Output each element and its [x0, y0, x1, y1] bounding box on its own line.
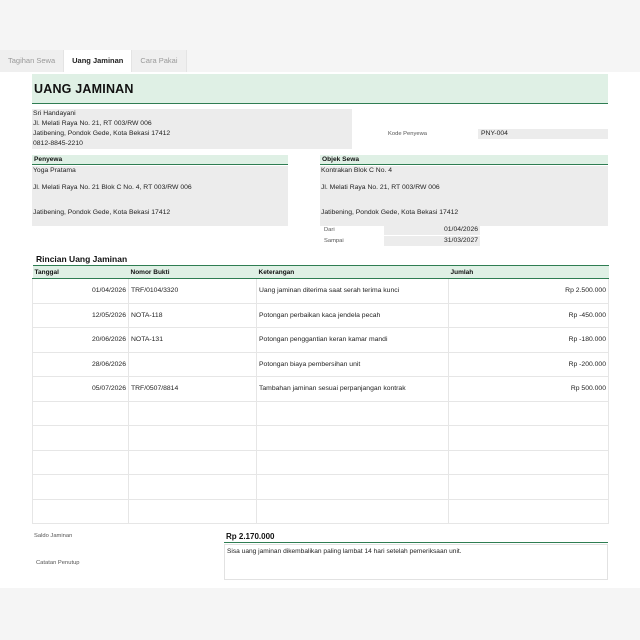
cell-nomor-bukti[interactable]: [129, 499, 257, 524]
cell-jumlah[interactable]: [449, 426, 609, 451]
period-dari-label: Dari: [324, 227, 335, 233]
tab-tagihan-sewa[interactable]: Tagihan Sewa: [0, 50, 64, 72]
cell-keterangan[interactable]: [257, 426, 449, 451]
catatan-penutup-field[interactable]: Sisa uang jaminan dikembalikan paling lambat 14 hari setelah pemeriksaan unit.: [224, 544, 608, 580]
cell-jumlah[interactable]: [449, 401, 609, 426]
period-sampai-label: Sampai: [324, 238, 344, 244]
cell-keterangan[interactable]: [257, 475, 449, 500]
owner-address-line2[interactable]: Jatibening, Pondok Gede, Kota Bekasi 17412: [33, 130, 171, 137]
catatan-penutup-label: Catatan Penutup: [36, 560, 80, 566]
cell-nomor-bukti[interactable]: NOTA-118: [129, 303, 257, 328]
cell-keterangan[interactable]: [257, 401, 449, 426]
cell-keterangan[interactable]: Potongan perbaikan kaca jendela pecah: [257, 303, 449, 328]
rincian-table: [32, 265, 609, 524]
cell-keterangan[interactable]: Tambahan jaminan sesuai perpanjangan kontrak: [257, 377, 449, 402]
period-sampai-value[interactable]: 31/03/2027: [444, 237, 479, 244]
penyewa-address-line2[interactable]: Jatibening, Pondok Gede, Kota Bekasi 17412: [33, 209, 171, 216]
saldo-jaminan-label: Saldo Jaminan: [34, 533, 73, 539]
objek-sewa-address-line1[interactable]: Jl. Melati Raya No. 21, RT 003/RW 006: [321, 184, 440, 191]
cell-tanggal[interactable]: [33, 475, 129, 500]
cell-tanggal[interactable]: [33, 426, 129, 451]
kode-penyewa-value[interactable]: PNY-004: [481, 130, 508, 137]
cell-nomor-bukti[interactable]: [129, 475, 257, 500]
cell-nomor-bukti[interactable]: TRF/0507/8814: [129, 377, 257, 402]
cell-nomor-bukti[interactable]: [129, 426, 257, 451]
cell-keterangan[interactable]: Potongan penggantian keran kamar mandi: [257, 328, 449, 353]
table-row: [33, 377, 609, 402]
cell-keterangan[interactable]: Uang jaminan diterima saat serah terima kunci: [257, 279, 449, 304]
penyewa-heading: Penyewa: [32, 155, 288, 165]
cell-jumlah[interactable]: Rp -450.000: [449, 303, 609, 328]
cell-keterangan[interactable]: [257, 450, 449, 475]
owner-name[interactable]: Sri Handayani: [33, 110, 76, 117]
objek-sewa-address-line2[interactable]: Jatibening, Pondok Gede, Kota Bekasi 17412: [321, 209, 459, 216]
saldo-jaminan-value[interactable]: Rp 2.170.000: [224, 530, 608, 543]
cell-tanggal[interactable]: 05/07/2026: [33, 377, 129, 402]
objek-sewa-name[interactable]: Kontrakan Blok C No. 4: [321, 167, 393, 174]
table-row: [33, 426, 609, 451]
page-title[interactable]: UANG JAMINAN: [34, 82, 134, 96]
col-header-nomor-bukti: Nomor Bukti: [129, 266, 257, 279]
title-bar: [32, 74, 608, 104]
cell-tanggal[interactable]: [33, 499, 129, 524]
table-row: [33, 450, 609, 475]
tab-uang-jaminan[interactable]: Uang Jaminan: [64, 50, 132, 72]
cell-nomor-bukti[interactable]: TRF/0104/3320: [129, 279, 257, 304]
objek-sewa-heading: Objek Sewa: [320, 155, 608, 165]
table-row: [33, 475, 609, 500]
cell-tanggal[interactable]: [33, 450, 129, 475]
cell-jumlah[interactable]: Rp -180.000: [449, 328, 609, 353]
cell-nomor-bukti[interactable]: [129, 450, 257, 475]
owner-phone[interactable]: 0812-8845-2210: [33, 140, 83, 147]
cell-jumlah[interactable]: Rp 500.000: [449, 377, 609, 402]
table-row: [33, 303, 609, 328]
tab-cara-pakai[interactable]: Cara Pakai: [132, 50, 186, 72]
cell-nomor-bukti[interactable]: NOTA-131: [129, 328, 257, 353]
col-header-jumlah: Jumlah: [449, 266, 609, 279]
table-row: [33, 279, 609, 304]
table-row: [33, 401, 609, 426]
cell-nomor-bukti[interactable]: [129, 401, 257, 426]
col-header-tanggal: Tanggal: [33, 266, 129, 279]
table-row: [33, 499, 609, 524]
table-row: [33, 328, 609, 353]
cell-tanggal[interactable]: 20/06/2026: [33, 328, 129, 353]
sheet-tabs: [0, 50, 640, 72]
cell-jumlah[interactable]: [449, 475, 609, 500]
cell-jumlah[interactable]: [449, 499, 609, 524]
cell-tanggal[interactable]: 01/04/2026: [33, 279, 129, 304]
penyewa-name[interactable]: Yoga Pratama: [33, 167, 76, 174]
cell-keterangan[interactable]: [257, 499, 449, 524]
cell-keterangan[interactable]: Potongan biaya pembersihan unit: [257, 352, 449, 377]
table-header-row: [33, 266, 609, 279]
cell-nomor-bukti[interactable]: [129, 352, 257, 377]
kode-penyewa-label: Kode Penyewa: [388, 131, 427, 137]
col-header-keterangan: Keterangan: [257, 266, 449, 279]
rincian-title: Rincian Uang Jaminan: [36, 254, 128, 264]
spreadsheet-sheet: [0, 72, 640, 588]
period-dari-value[interactable]: 01/04/2026: [444, 226, 479, 233]
owner-address-line1[interactable]: Jl. Melati Raya No. 21, RT 003/RW 006: [33, 120, 152, 127]
cell-tanggal[interactable]: [33, 401, 129, 426]
cell-tanggal[interactable]: 12/05/2026: [33, 303, 129, 328]
cell-jumlah[interactable]: Rp -200.000: [449, 352, 609, 377]
cell-jumlah[interactable]: Rp 2.500.000: [449, 279, 609, 304]
penyewa-block: [32, 166, 288, 226]
objek-sewa-block: [320, 166, 608, 226]
cell-jumlah[interactable]: [449, 450, 609, 475]
cell-tanggal[interactable]: 28/06/2026: [33, 352, 129, 377]
penyewa-address-line1[interactable]: Jl. Melati Raya No. 21 Blok C No. 4, RT 003/RW 006: [33, 184, 192, 191]
table-row: [33, 352, 609, 377]
